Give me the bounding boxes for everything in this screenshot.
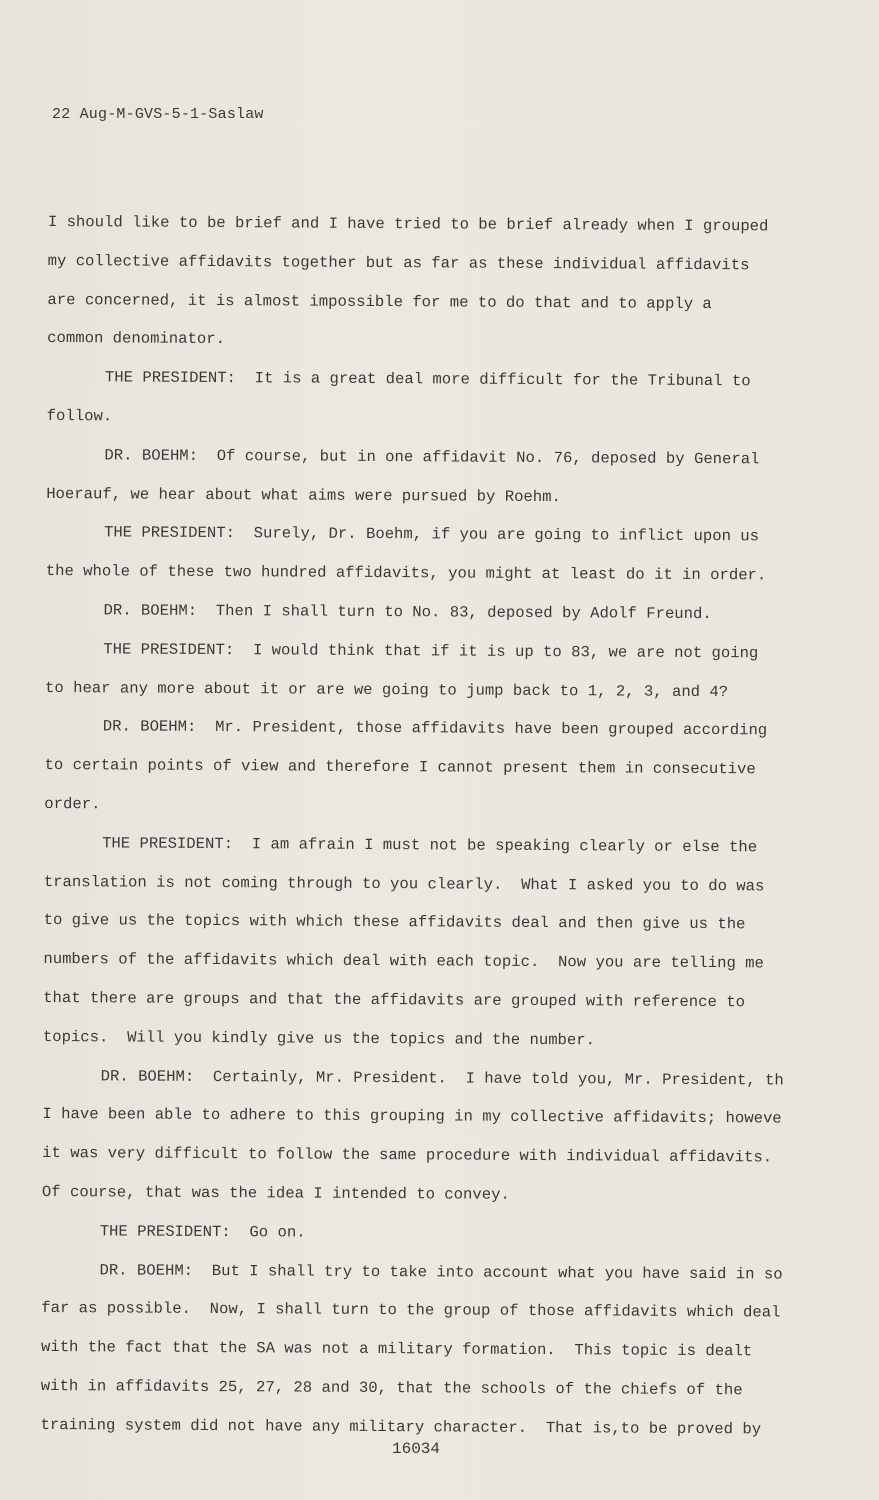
text-line: that there are groups and that the affidavits are grouped with reference to [43,988,746,1012]
text-line: THE PRESIDENT: Surely, Dr. Boehm, if you are going to inflict upon us [103,523,760,546]
text-line: DR. BOEHM: Of course, but in one affidavit No. 76, deposed by General [104,446,760,469]
text-line: the whole of these two hundred affidavits, you might at least do it in order. [45,562,767,585]
text-line: THE PRESIDENT: It is a great deal more difficult for the Tribunal to [104,368,751,391]
transcript-body [40,203,879,1450]
text-line: to give us the topics with which these affidavits deal and then give us the [43,911,746,934]
text-line: I have been able to adhere to this grouping in my collective affidavits; howeve [42,1105,782,1128]
text-line: DR. BOEHM: Then I shall turn to No. 83, deposed by Adolf Freund. [103,601,712,624]
text-line: topics. Will you kindly give us the topics and the number. [42,1027,596,1050]
text-line: DR. BOEHM: Mr. President, those affidavits have been grouped according [102,717,768,740]
text-line: are concerned, it is almost impossible for me to do that and to apply a [47,290,712,313]
text-line: DR. BOEHM: Certainly, Mr. President. I have told you, Mr. President, th [100,1066,784,1090]
text-line: Hoerauf, we hear about what aims were pursued by Roehm. [46,484,561,506]
page-number: 16034 [392,1440,441,1458]
text-line: follow. [46,406,113,426]
text-line: Of course, that was the idea I intended to convey. [41,1182,510,1204]
text-line: order. [44,794,101,814]
text-line: with the fact that the SA was not a military formation. This topic is dealt [40,1338,753,1361]
text-line: THE PRESIDENT: Go on. [99,1222,306,1242]
text-line: numbers of the affidavits which deal with each topic. Now you are telling me [43,950,764,973]
text-line: common denominator. [47,329,226,349]
text-line: far as possible. Now, I shall turn to the group of those affidavits which deal [41,1299,781,1322]
text-line: THE PRESIDENT: I am afrain I must not be speaking clearly or else the [102,834,758,857]
text-line: my collective affidavits together but as far as these individual affidavits [47,251,750,275]
text-line: translation is not coming through to you clearly. What I asked you to do was [43,872,765,895]
text-line: to hear any more about it or are we going to jump back to 1, 2, 3, and 4? [44,678,729,701]
text-line: with in affidavits 25, 27, 28 and 30, that the schools of the chiefs of the [40,1376,743,1400]
text-line: DR. BOEHM: But I shall try to take into account what you have said in so [99,1260,783,1284]
text-line: THE PRESIDENT: I would think that if it is up to 83, we are not going [103,640,759,663]
text-line: it was very difficult to follow the same procedure with individual affidavits. [42,1144,773,1167]
text-line: I should like to be brief and I have tried to be brief already when I grouped [47,212,769,236]
text-line: training system did not have any military character. That is,to be proved by [40,1415,762,1439]
text-line: to certain points of view and therefore I cannot present them in consecutive [44,756,756,779]
document-header: 22 Aug-M-GVS-5-1-Saslaw [52,106,264,123]
